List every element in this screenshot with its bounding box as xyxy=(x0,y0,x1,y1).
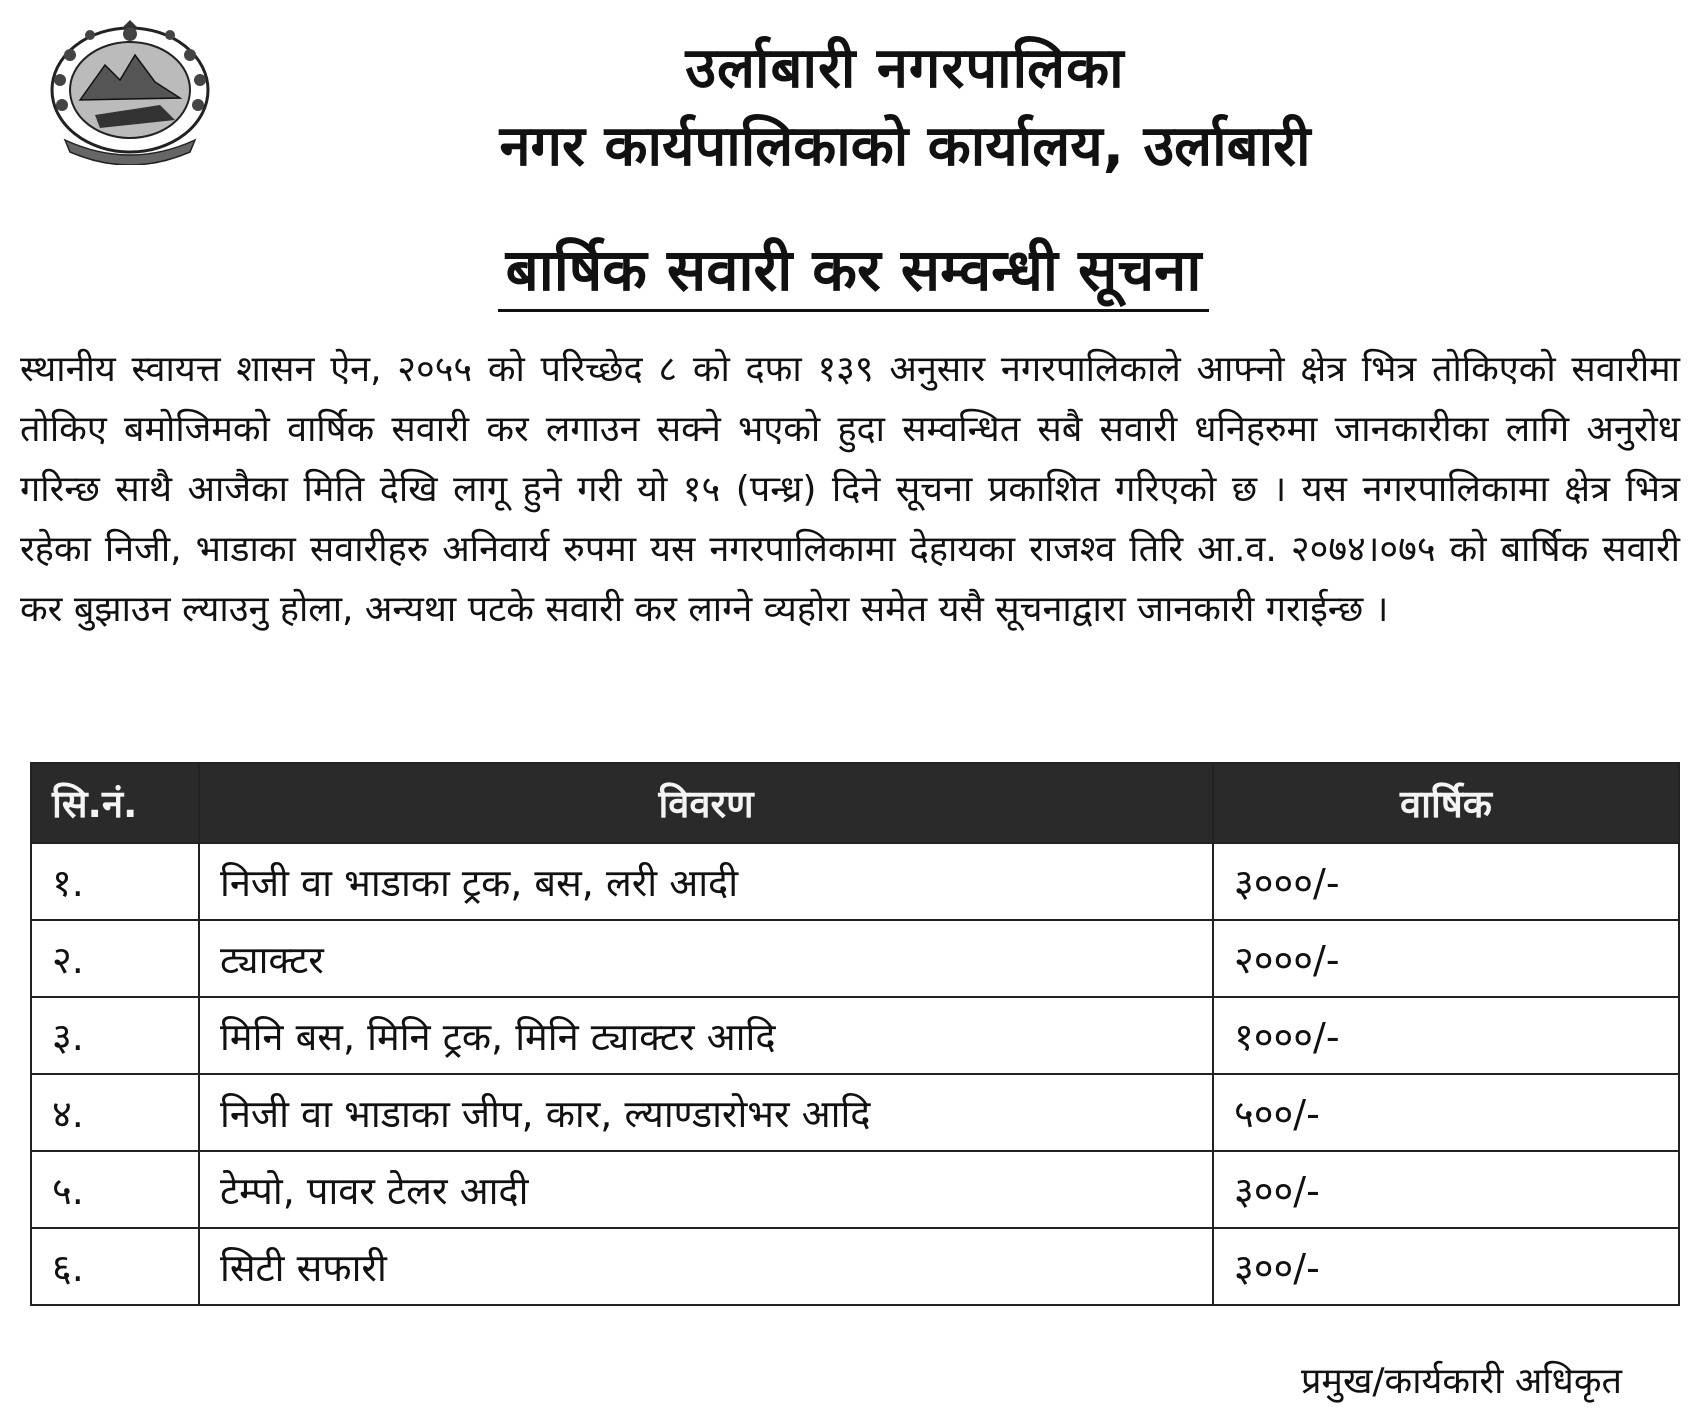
notice-title-container xyxy=(0,235,1707,312)
row-amount: ५००/- xyxy=(1213,1074,1679,1151)
row-description: टेम्पो, पावर टेलर आदी xyxy=(199,1151,1213,1228)
row-amount: २०००/- xyxy=(1213,920,1679,997)
notice-body: स्थानीय स्वायत्त शासन ऐन, २०५५ को परिच्छेद ८ को दफा १३९ अनुसार नगरपालिकाले आफ्नो क्षेत्र भित्र तोकिएको सवारीमा तोकिए बमोजिमको वार्षिक सवारी कर लगाउन सक्ने भएको हुदा सम्वन्धित सबै सवारी धनिहरुमा जानकारीका लागि अनुरोध गरिन्छ साथै आजैका मिति देखि लागू हुने गरी यो १५ (पन्ध्र) दिने सूचना प्रकाशित गरिएको छ । यस नगरपालिकामा क्षेत्र भित्र रहेका निजी, भाडाका सवारीहरु अनिवार्य रुपमा यस नगरपालिकामा देहायका राजश्व तिरि आ.व. २०७४।०७५ को बार्षिक सवारी कर बुझाउन ल्याउनु होला, अन्यथा पटके सवारी कर लाग्ने व्यहोरा समेत यसै सूचनाद्वारा जानकारी गराईन्छ । xyxy=(20,349,1680,630)
signatory-title: प्रमुख/कार्यकारी अधिकृत xyxy=(1300,1361,1622,1402)
row-amount: १०००/- xyxy=(1213,997,1679,1074)
row-serial: ३. xyxy=(31,997,199,1074)
vehicle-tax-table xyxy=(30,762,1680,1306)
table-row xyxy=(31,1074,1679,1151)
table-row xyxy=(31,1151,1679,1228)
municipality-name: उर्लाबारी नगरपालिका xyxy=(685,36,1125,101)
header-description: विवरण xyxy=(199,763,1213,843)
header-annual-amount: वार्षिक xyxy=(1213,763,1679,843)
table-header-row xyxy=(31,763,1679,843)
row-description: निजी वा भाडाका जीप, कार, ल्याण्डारोभर आदि xyxy=(199,1074,1213,1151)
table-row xyxy=(31,920,1679,997)
row-description: निजी वा भाडाका ट्रक, बस, लरी आदी xyxy=(199,843,1213,920)
row-serial: ४. xyxy=(31,1074,199,1151)
table-row xyxy=(31,1228,1679,1305)
row-serial: २. xyxy=(31,920,199,997)
office-name: नगर कार्यपालिकाको कार्यालय, उर्लाबारी xyxy=(499,114,1311,179)
table-row xyxy=(31,843,1679,920)
header-serial-number: सि.नं. xyxy=(31,763,199,843)
row-serial: ६. xyxy=(31,1228,199,1305)
table-row xyxy=(31,997,1679,1074)
row-amount: ३०००/- xyxy=(1213,843,1679,920)
document-header xyxy=(230,30,1580,186)
row-amount: ३००/- xyxy=(1213,1151,1679,1228)
row-description: मिनि बस, मिनि ट्रक, मिनि ट्याक्टर आदि xyxy=(199,997,1213,1074)
row-description: सिटी सफारी xyxy=(199,1228,1213,1305)
row-serial: ५. xyxy=(31,1151,199,1228)
row-amount: ३००/- xyxy=(1213,1228,1679,1305)
notice-title: बार्षिक सवारी कर सम्वन्धी सूचना xyxy=(498,235,1210,312)
row-description: ट्याक्टर xyxy=(199,920,1213,997)
row-serial: १. xyxy=(31,843,199,920)
nepal-government-emblem-icon xyxy=(40,20,220,165)
